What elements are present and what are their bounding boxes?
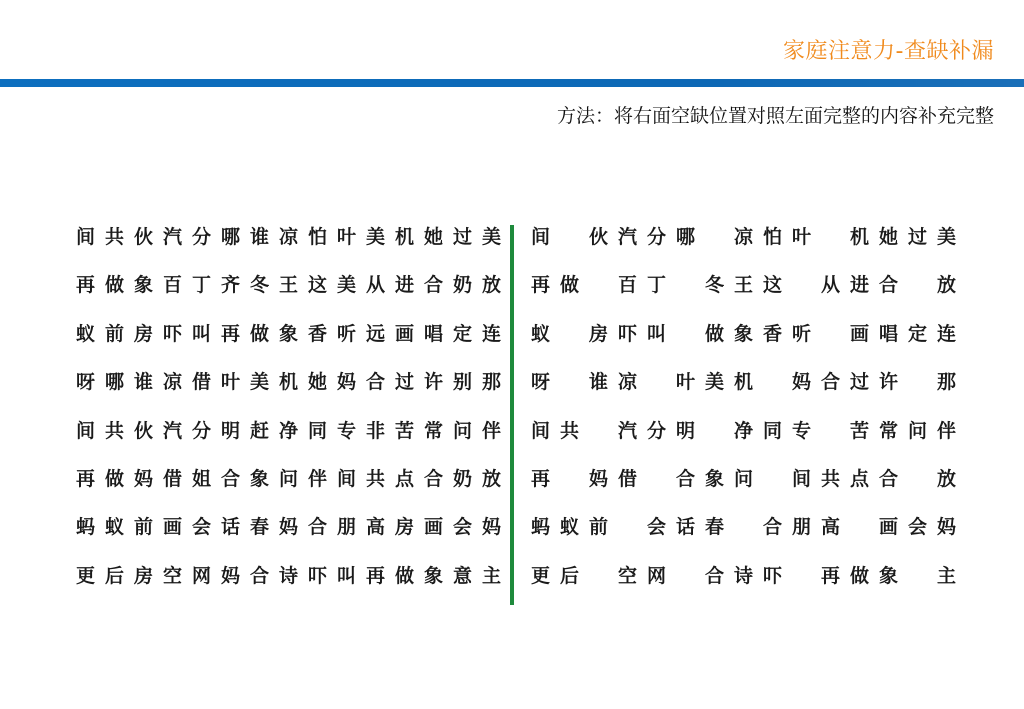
character-cell: 同 [308, 419, 328, 442]
character-cell: 常 [879, 419, 899, 442]
character-cell: 象 [279, 322, 299, 345]
character-cell: 合 [676, 467, 696, 490]
character-cell: 妈 [221, 564, 241, 587]
character-cell: 过 [850, 371, 870, 394]
character-cell: 更 [76, 564, 96, 587]
character-cell: 非 [366, 419, 386, 442]
character-cell: 间 [531, 419, 551, 442]
character-cell: 诗 [734, 564, 754, 587]
character-cell: 伴 [937, 419, 957, 442]
character-cell: 点 [395, 467, 415, 490]
character-cell: 房 [134, 564, 154, 587]
character-cell: 房 [589, 322, 609, 345]
character-cell: 许 [879, 371, 899, 394]
blank-cell [647, 467, 676, 491]
header-bar [0, 79, 1024, 87]
character-cell: 画 [850, 322, 870, 345]
character-cell: 再 [531, 467, 551, 490]
character-cell: 共 [105, 419, 125, 442]
character-cell: 妈 [279, 516, 299, 539]
character-cell: 蚁 [531, 322, 551, 345]
character-cell: 做 [105, 467, 125, 490]
character-cell: 妈 [337, 371, 357, 394]
blank-cell [560, 322, 589, 346]
character-cell: 画 [163, 516, 183, 539]
blank-cell [850, 515, 879, 539]
character-cell: 做 [250, 322, 270, 345]
character-cell: 再 [821, 564, 841, 587]
character-cell: 伴 [308, 467, 328, 490]
blank-cell [908, 467, 937, 491]
grid-row [531, 564, 966, 588]
character-cell: 蚁 [105, 516, 125, 539]
blank-cell [821, 225, 850, 249]
character-cell: 专 [792, 419, 812, 442]
character-cell: 过 [908, 226, 928, 248]
grid-row [531, 370, 966, 394]
character-cell: 进 [850, 274, 870, 297]
character-cell: 朋 [792, 516, 812, 539]
character-cell: 冬 [250, 274, 270, 297]
character-cell: 伴 [482, 419, 502, 442]
character-cell: 会 [647, 516, 667, 539]
character-cell: 间 [531, 226, 551, 248]
blank-cell [676, 564, 705, 588]
character-cell: 香 [763, 322, 783, 345]
blank-cell [676, 322, 705, 346]
grid-row [76, 419, 511, 443]
character-cell: 做 [850, 564, 870, 587]
character-cell: 合 [879, 274, 899, 297]
character-cell: 哪 [221, 226, 241, 248]
character-cell: 苦 [395, 419, 415, 442]
character-cell: 从 [821, 274, 841, 297]
character-cell: 间 [792, 467, 812, 490]
character-cell: 凉 [279, 226, 299, 248]
character-cell: 画 [395, 322, 415, 345]
character-cell: 机 [395, 226, 415, 248]
blank-cell [908, 564, 937, 588]
blank-cell [792, 564, 821, 588]
character-cell: 放 [937, 467, 957, 490]
blank-cell [763, 370, 792, 394]
character-cell: 合 [424, 274, 444, 297]
character-cell: 美 [482, 226, 502, 248]
character-cell: 那 [937, 371, 957, 394]
character-cell: 那 [482, 371, 502, 394]
character-cell: 汽 [163, 226, 183, 248]
blank-cell [589, 419, 618, 443]
character-cell: 汽 [618, 226, 638, 248]
character-cell: 蚁 [76, 322, 96, 345]
character-cell: 过 [453, 226, 473, 248]
character-cell: 许 [424, 371, 444, 394]
blank-cell [647, 370, 676, 394]
character-cell: 她 [424, 226, 444, 248]
character-cell: 网 [647, 564, 667, 587]
character-cell: 象 [250, 467, 270, 490]
instruction-text: 方法：将右面空缺位置对照左面完整的内容补充完整 [556, 105, 994, 127]
grid-row [531, 225, 966, 249]
character-cell: 高 [821, 516, 841, 539]
character-cell: 画 [424, 516, 444, 539]
character-cell: 凉 [618, 371, 638, 394]
grid-row [531, 419, 966, 443]
grid-row [531, 273, 966, 297]
character-cell: 前 [105, 322, 125, 345]
character-cell: 定 [908, 322, 928, 345]
character-cell: 合 [763, 516, 783, 539]
character-cell: 蚁 [560, 516, 580, 539]
blank-cell [560, 467, 589, 491]
character-cell: 凉 [734, 226, 754, 248]
character-cell: 再 [221, 322, 241, 345]
character-cell: 房 [134, 322, 154, 345]
character-cell: 间 [337, 467, 357, 490]
character-cell: 会 [453, 516, 473, 539]
character-cell: 叫 [337, 564, 357, 587]
character-cell: 分 [647, 226, 667, 248]
blank-cell [705, 225, 734, 249]
character-cell: 机 [279, 371, 299, 394]
character-cell: 话 [221, 516, 241, 539]
character-cell: 分 [647, 419, 667, 442]
character-cell: 画 [879, 516, 899, 539]
character-cell: 主 [937, 564, 957, 587]
character-cell: 合 [308, 516, 328, 539]
character-cell: 冬 [705, 274, 725, 297]
character-cell: 叶 [792, 226, 812, 248]
character-cell: 问 [279, 467, 299, 490]
blank-cell [705, 419, 734, 443]
character-cell: 会 [908, 516, 928, 539]
character-cell: 共 [560, 419, 580, 442]
character-cell: 丁 [647, 274, 667, 297]
character-cell: 王 [279, 274, 299, 297]
blank-cell [560, 370, 589, 394]
character-cell: 空 [618, 564, 638, 587]
character-cell: 听 [792, 322, 812, 345]
blank-cell [908, 370, 937, 394]
character-cell: 吓 [618, 322, 638, 345]
character-cell: 房 [395, 516, 415, 539]
character-cell: 汽 [163, 419, 183, 442]
character-cell: 奶 [453, 467, 473, 490]
character-cell: 伙 [134, 226, 154, 248]
character-cell: 空 [163, 564, 183, 587]
blank-cell [589, 273, 618, 297]
character-cell: 妈 [134, 467, 154, 490]
grid-row [76, 564, 511, 588]
character-cell: 借 [618, 467, 638, 490]
character-cell: 谁 [134, 371, 154, 394]
character-cell: 过 [395, 371, 415, 394]
character-cell: 问 [453, 419, 473, 442]
character-cell: 谁 [589, 371, 609, 394]
character-cell: 象 [424, 564, 444, 587]
grid-row [76, 322, 511, 346]
character-cell: 远 [366, 322, 386, 345]
character-cell: 再 [76, 274, 96, 297]
character-cell: 放 [937, 274, 957, 297]
character-cell: 妈 [792, 371, 812, 394]
blank-cell [821, 419, 850, 443]
character-cell: 叶 [221, 371, 241, 394]
character-cell: 怕 [763, 226, 783, 248]
character-cell: 这 [308, 274, 328, 297]
character-cell: 再 [76, 467, 96, 490]
character-cell: 美 [250, 371, 270, 394]
character-cell: 常 [424, 419, 444, 442]
character-cell: 妈 [589, 467, 609, 490]
grid-row [76, 515, 511, 539]
character-cell: 美 [705, 371, 725, 394]
character-cell: 问 [908, 419, 928, 442]
character-cell: 蚂 [531, 516, 551, 539]
character-cell: 叶 [337, 226, 357, 248]
character-cell: 定 [453, 322, 473, 345]
character-cell: 合 [221, 467, 241, 490]
character-cell: 前 [134, 516, 154, 539]
character-cell: 借 [163, 467, 183, 490]
grid-row [76, 370, 511, 394]
character-cell: 象 [134, 274, 154, 297]
character-cell: 更 [531, 564, 551, 587]
character-cell: 分 [192, 419, 212, 442]
character-cell: 后 [105, 564, 125, 587]
character-cell: 怕 [308, 226, 328, 248]
character-cell: 连 [937, 322, 957, 345]
character-cell: 伙 [134, 419, 154, 442]
character-cell: 主 [482, 564, 502, 587]
character-cell: 做 [105, 274, 125, 297]
character-cell: 美 [366, 226, 386, 248]
character-cell: 叫 [192, 322, 212, 345]
character-cell: 共 [366, 467, 386, 490]
character-cell: 象 [705, 467, 725, 490]
character-cell: 同 [763, 419, 783, 442]
character-cell: 后 [560, 564, 580, 587]
character-cell: 专 [337, 419, 357, 442]
character-cell: 做 [705, 322, 725, 345]
character-cell: 赶 [250, 419, 270, 442]
character-cell: 明 [221, 419, 241, 442]
character-cell: 吓 [163, 322, 183, 345]
character-cell: 共 [821, 467, 841, 490]
character-cell: 合 [366, 371, 386, 394]
grid-row [531, 322, 966, 346]
character-cell: 合 [424, 467, 444, 490]
character-cell: 汽 [618, 419, 638, 442]
blank-cell [560, 225, 589, 249]
character-cell: 分 [192, 226, 212, 248]
character-cell: 进 [395, 274, 415, 297]
character-cell: 放 [482, 467, 502, 490]
character-cell: 合 [250, 564, 270, 587]
character-cell: 做 [560, 274, 580, 297]
character-cell: 会 [192, 516, 212, 539]
character-cell: 吓 [308, 564, 328, 587]
character-cell: 苦 [850, 419, 870, 442]
character-cell: 再 [366, 564, 386, 587]
character-cell: 百 [618, 274, 638, 297]
character-cell: 伙 [589, 226, 609, 248]
character-cell: 机 [850, 226, 870, 248]
character-cell: 明 [676, 419, 696, 442]
character-cell: 春 [250, 516, 270, 539]
character-cell: 唱 [879, 322, 899, 345]
grid-row [76, 467, 511, 491]
character-cell: 从 [366, 274, 386, 297]
character-cell: 机 [734, 371, 754, 394]
character-cell: 网 [192, 564, 212, 587]
character-cell: 哪 [676, 226, 696, 248]
character-cell: 再 [531, 274, 551, 297]
character-cell: 叶 [676, 371, 696, 394]
character-cell: 姐 [192, 467, 212, 490]
character-cell: 齐 [221, 274, 241, 297]
character-cell: 美 [937, 226, 957, 248]
character-cell: 呀 [531, 371, 551, 394]
character-cell: 妈 [482, 516, 502, 539]
fill-in-grid [531, 225, 966, 612]
character-cell: 合 [879, 467, 899, 490]
blank-cell [618, 515, 647, 539]
character-cell: 丁 [192, 274, 212, 297]
character-cell: 连 [482, 322, 502, 345]
character-cell: 高 [366, 516, 386, 539]
blank-cell [763, 467, 792, 491]
character-cell: 春 [705, 516, 725, 539]
blank-cell [676, 273, 705, 297]
grid-row [76, 225, 511, 249]
blank-cell [589, 564, 618, 588]
character-cell: 共 [105, 226, 125, 248]
character-cell: 哪 [105, 371, 125, 394]
character-cell: 意 [453, 564, 473, 587]
character-cell: 借 [192, 371, 212, 394]
blank-cell [908, 273, 937, 297]
character-cell: 妈 [937, 516, 957, 539]
character-cell: 诗 [279, 564, 299, 587]
character-cell: 合 [821, 371, 841, 394]
character-cell: 凉 [163, 371, 183, 394]
grid-row [531, 515, 966, 539]
grid-row [76, 273, 511, 297]
blank-cell [821, 322, 850, 346]
character-cell: 问 [734, 467, 754, 490]
page-title: 家庭注意力-查缺补漏 [783, 39, 994, 64]
character-cell: 合 [705, 564, 725, 587]
character-cell: 蚂 [76, 516, 96, 539]
character-cell: 象 [734, 322, 754, 345]
grid-row [531, 467, 966, 491]
character-cell: 呀 [76, 371, 96, 394]
character-cell: 间 [76, 226, 96, 248]
character-cell: 她 [879, 226, 899, 248]
character-cell: 奶 [453, 274, 473, 297]
character-cell: 点 [850, 467, 870, 490]
character-cell: 这 [763, 274, 783, 297]
character-cell: 话 [676, 516, 696, 539]
character-cell: 美 [337, 274, 357, 297]
character-cell: 做 [395, 564, 415, 587]
character-cell: 叫 [647, 322, 667, 345]
character-cell: 谁 [250, 226, 270, 248]
character-cell: 净 [279, 419, 299, 442]
divider [510, 225, 514, 605]
blank-cell [792, 273, 821, 297]
reference-grid [76, 225, 511, 612]
character-cell: 间 [76, 419, 96, 442]
character-cell: 唱 [424, 322, 444, 345]
character-cell: 前 [589, 516, 609, 539]
character-cell: 百 [163, 274, 183, 297]
character-cell: 吓 [763, 564, 783, 587]
character-cell: 象 [879, 564, 899, 587]
character-cell: 香 [308, 322, 328, 345]
character-cell: 听 [337, 322, 357, 345]
character-cell: 放 [482, 274, 502, 297]
character-cell: 她 [308, 371, 328, 394]
character-cell: 别 [453, 371, 473, 394]
character-cell: 朋 [337, 516, 357, 539]
blank-cell [734, 515, 763, 539]
character-cell: 净 [734, 419, 754, 442]
character-cell: 王 [734, 274, 754, 297]
